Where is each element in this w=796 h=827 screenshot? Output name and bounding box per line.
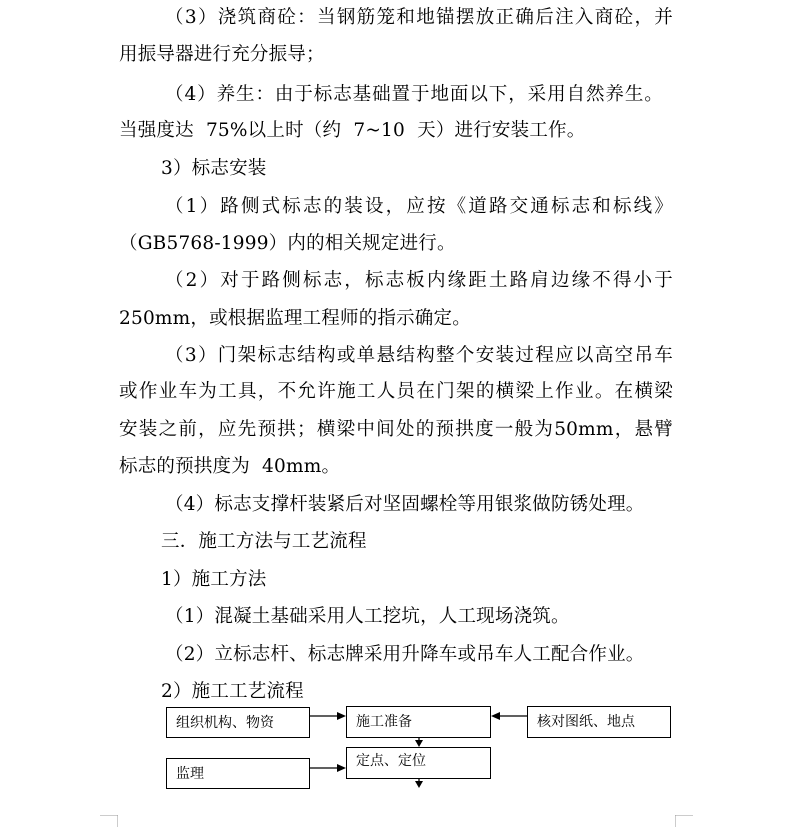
section-heading: 3）标志安装 bbox=[161, 158, 267, 179]
paragraph-line: 250mm，或根据监理工程师的指示确定。 bbox=[119, 308, 471, 329]
paragraph-line: （3）浇筑商砼：当钢筋笼和地锚摆放正确后注入商砼，并 bbox=[165, 7, 673, 28]
section-heading: 2）施工工艺流程 bbox=[161, 681, 304, 702]
paragraph-line: （2）立标志杆、标志牌采用升降车或吊车人工配合作业。 bbox=[165, 644, 645, 665]
page-corner-mark-left bbox=[100, 815, 118, 827]
paragraph-line: （4）养生：由于标志基础置于地面以下，采用自然养生。 bbox=[165, 84, 663, 105]
paragraph-line: 当强度达 75%以上时（约 7~10 天）进行安装工作。 bbox=[119, 120, 586, 141]
paragraph-line: 或作业车为工具，不允许施工人员在门架的横梁上作业。在横梁 bbox=[119, 381, 673, 402]
flow-box-check-drawings: 核对图纸、地点 bbox=[527, 706, 671, 738]
paragraph-line: （3）门架标志结构或单悬结构整个安装过程应以高空吊车 bbox=[165, 345, 673, 366]
paragraph-line: （GB5768-1999）内的相关规定进行。 bbox=[119, 233, 456, 254]
flow-box-locate: 定点、定位 bbox=[346, 747, 491, 779]
paragraph-line: 安装之前，应先预拱；横梁中间处的预拱度一般为50mm，悬臂 bbox=[119, 419, 673, 440]
section-heading: 三．施工方法与工艺流程 bbox=[161, 531, 367, 552]
paragraph-line: 用振导器进行充分振导； bbox=[119, 44, 325, 65]
paragraph-line: 标志的预拱度为 40mm。 bbox=[119, 456, 341, 477]
paragraph-line: （2）对于路侧标志，标志板内缘距土路肩边缘不得小于 bbox=[165, 270, 673, 291]
flow-box-preparation: 施工准备 bbox=[346, 706, 491, 738]
section-heading: 1）施工方法 bbox=[161, 569, 267, 590]
flow-box-organization: 组织机构、物资 bbox=[166, 707, 310, 738]
paragraph-line: （1）混凝土基础采用人工挖坑，人工现场浇筑。 bbox=[165, 606, 570, 627]
flow-box-supervision: 监理 bbox=[166, 758, 310, 789]
page-corner-mark-right bbox=[675, 815, 693, 827]
paragraph-line: （4）标志支撑杆装紧后对坚固螺栓等用银浆做防锈处理。 bbox=[165, 494, 645, 515]
paragraph-line: （1）路侧式标志的装设，应按《道路交通标志和标线》 bbox=[165, 196, 673, 217]
